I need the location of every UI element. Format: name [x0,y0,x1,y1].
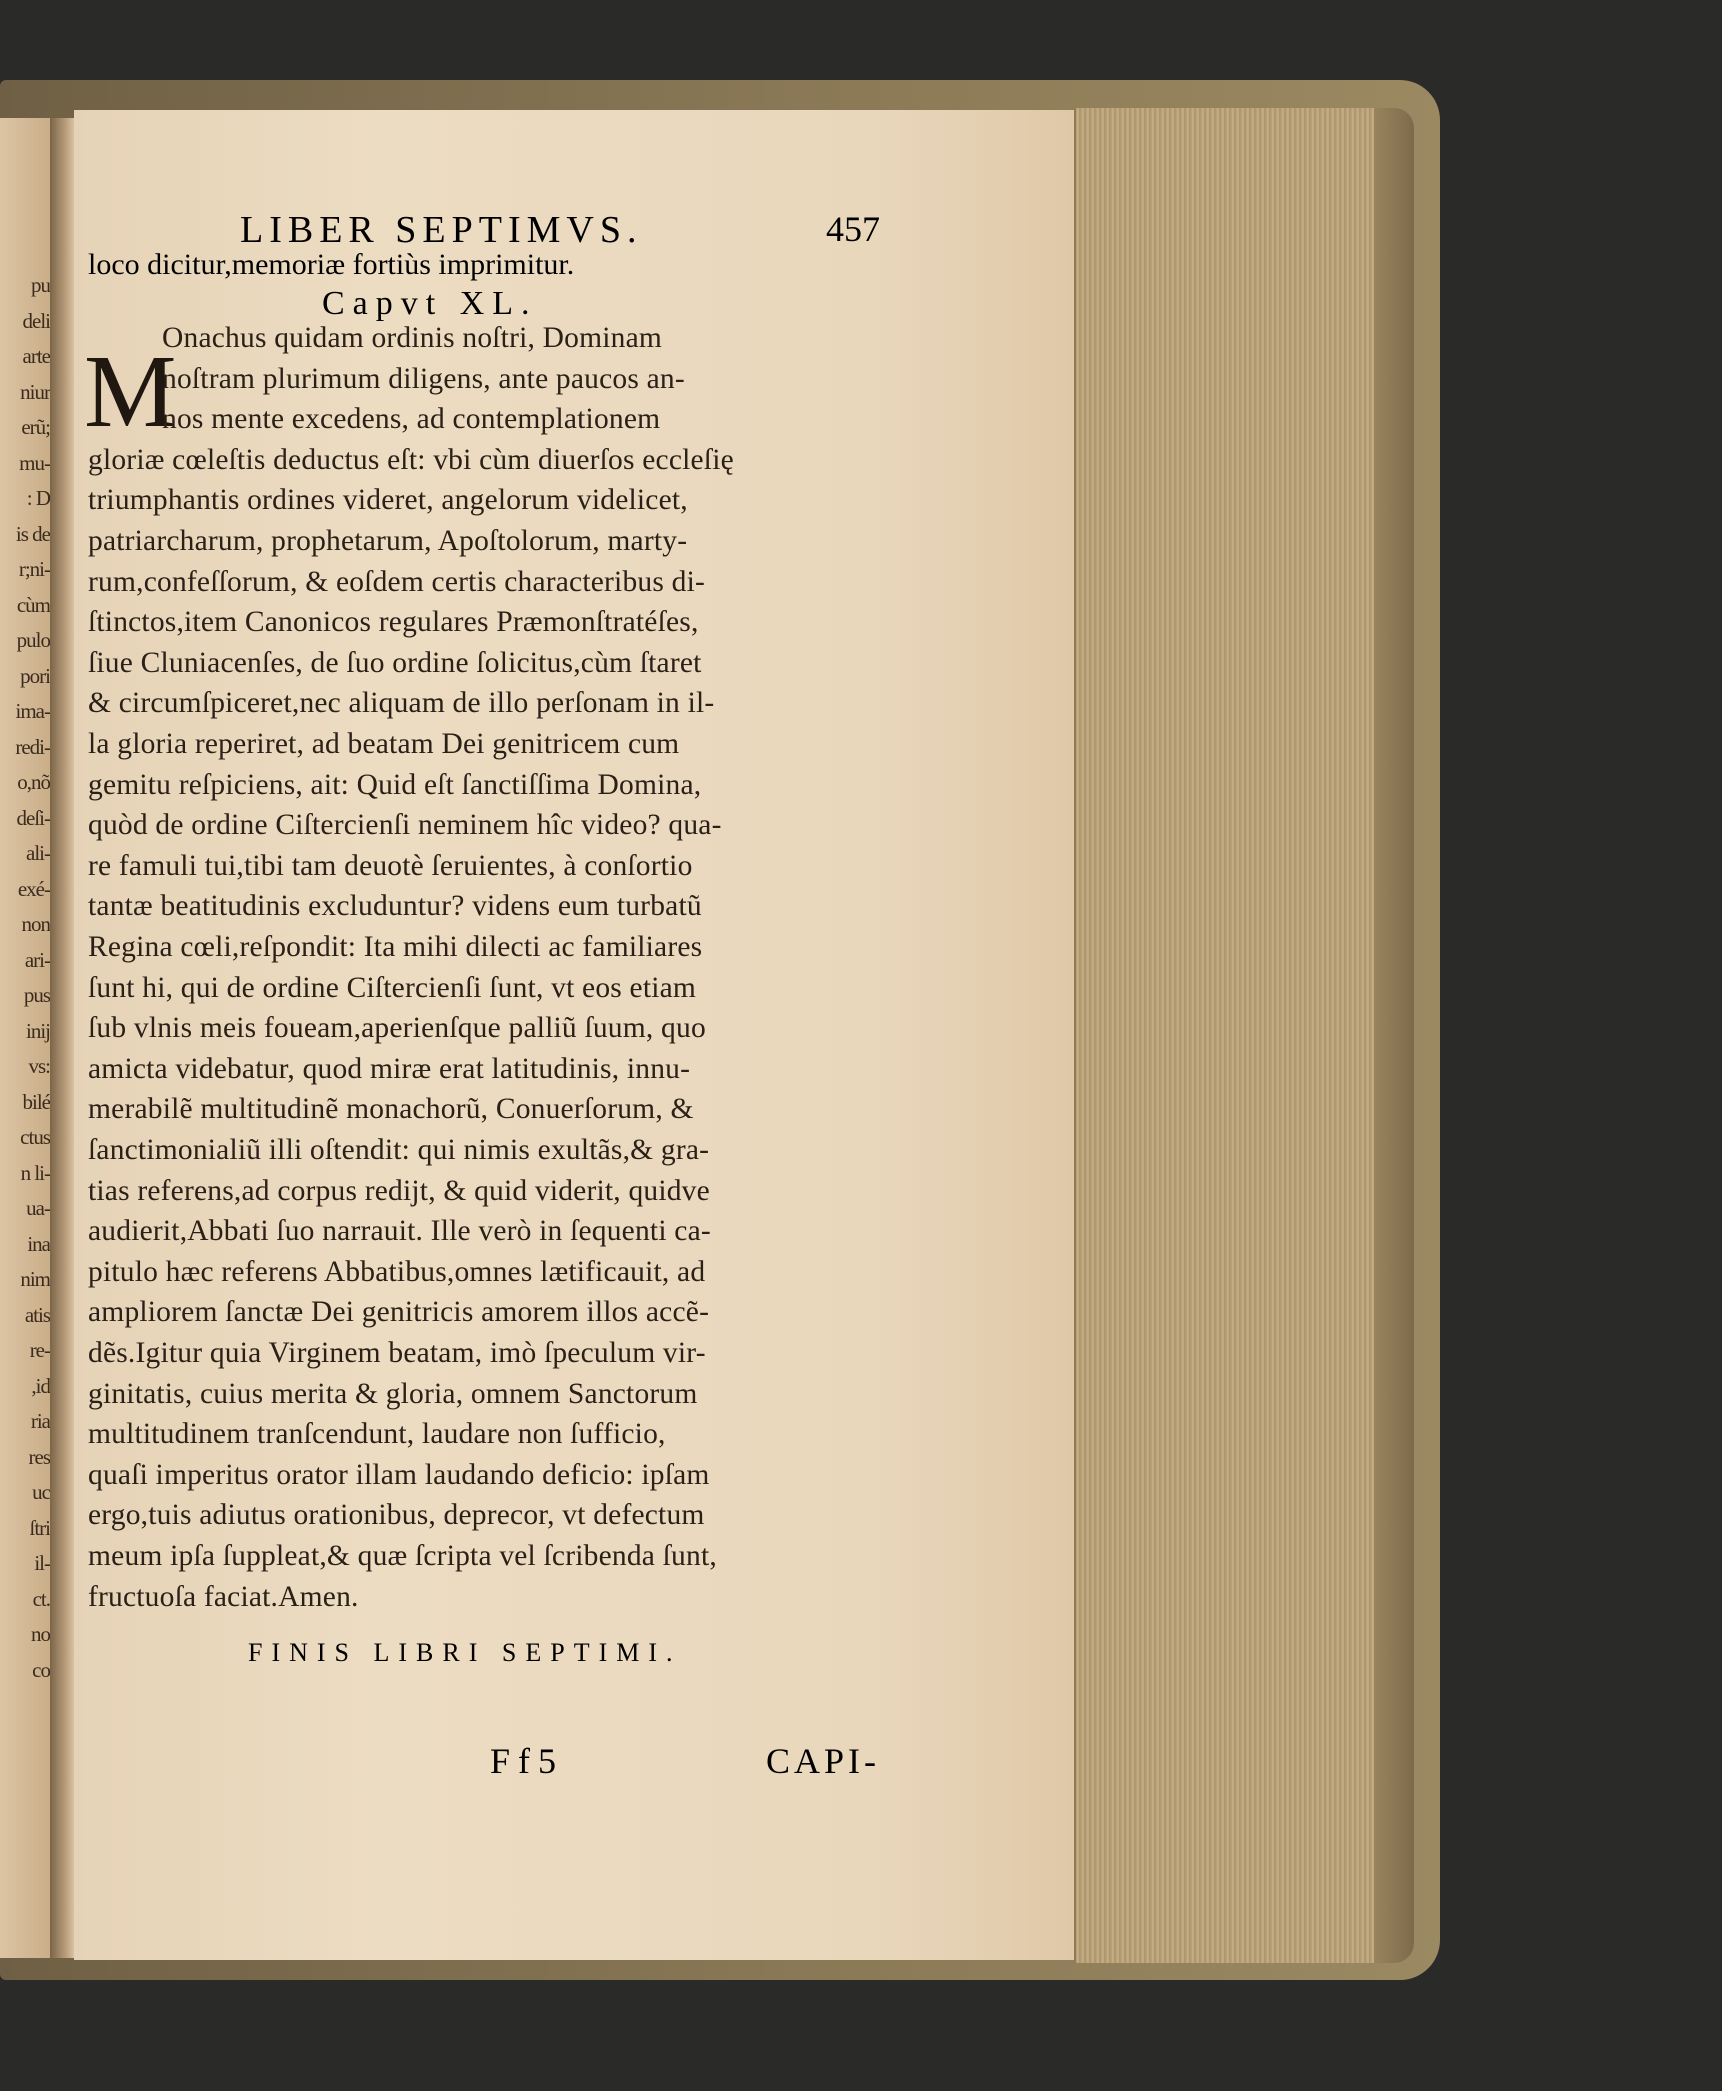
left-page-fragment: ina [27,1231,50,1256]
left-page-fragment: ria [30,1409,50,1433]
left-page-fragment: erũ; [21,415,50,439]
left-page-fragment: bilé [22,1089,50,1114]
left-page-fragment: mu- [19,450,50,475]
left-page-fragment: uc [32,1480,50,1504]
text-line: & circumſpiceret,nec aliquam de illo perſonam in il- [88,687,715,720]
text-line: merabilẽ multitudinẽ monachorũ, Conuerſorum, & [88,1093,694,1126]
text-line: tias referens,ad corpus redijt, & quid viderit, quidve [88,1174,710,1207]
left-page-fragment: : D [26,486,50,510]
left-page-fragment: no [31,1622,50,1646]
left-page-fragment: inij [25,1018,50,1043]
left-page-fragment: pu [31,273,50,297]
left-page-fragment: pori [20,663,50,688]
left-page-fragment: res [28,1444,50,1469]
chapter-heading: Capvt XL. [322,285,538,322]
text-line: gloriæ cœleſtis deductus eſt: vbi cùm diuerſos eccleſię [88,443,734,476]
text-line: audierit,Abbati ſuo narrauit. Ille verò in ſequenti ca- [88,1215,711,1248]
text-line: ſunt hi, qui de ordine Ciſtercienſi ſunt, vt eos etiam [88,971,697,1004]
book-end-colophon: FINIS LIBRI SEPTIMI. [248,1638,682,1667]
left-page-fragment: n li- [20,1160,50,1185]
text-line: multitudinem tranſcendunt, laudare non ſufficio, [88,1418,666,1451]
text-line: meum ipſa ſuppleat,& quæ ſcripta vel ſcribenda ſunt, [88,1540,717,1572]
text-line: amicta videbatur, quod miræ erat latitudinis, innu- [88,1052,691,1085]
left-page-fragment: ,id [31,1373,50,1398]
left-page-fragment: o,nõ [17,770,50,794]
left-page-text-fragments [2,268,50,1688]
text-line: gemitu reſpiciens, ait: Quid eſt ſanctiſſima Domina, [88,768,702,801]
left-page-fragment: ari- [24,947,50,972]
text-line: re famuli tui,tibi tam deuotè ſeruientes, à conſortio [88,849,693,882]
text-line: ampliorem ſanctæ Dei genitricis amorem illos accẽ- [88,1296,710,1329]
left-page-fragment: deſi- [16,805,50,830]
text-line: noſtram plurimum diligens, ante paucos an- [162,362,685,395]
text-line: nos mente excedens, ad contemplationem [162,403,661,436]
text-line: Regina cœli,reſpondit: Ita mihi dilecti ac familiares [88,931,703,963]
text-line: ſanctimonialiũ illi oſtendit: qui nimis exultãs,& gra- [88,1134,710,1166]
left-page-fragment: arte [22,344,50,368]
running-title: LIBER SEPTIMVS. [240,209,643,251]
page-number: 457 [826,209,880,249]
book-gutter [50,118,76,1958]
left-page-edge [0,118,52,1958]
cover-edge [1374,108,1414,1963]
text-line: ſub vlnis meis foueam,aperienſque palliũ ſuum, quo [88,1012,706,1045]
text-line: quòd de ordine Ciſtercienſi neminem hîc video? qua- [88,809,722,842]
left-page-fragment: cùm [16,592,50,617]
text-line: dẽs.Igitur quia Virginem beatam, imò ſpeculum vir- [88,1337,706,1369]
text-line: ergo,tuis adiutus orationibus, deprecor, vt defectum [88,1499,705,1532]
left-page-fragment: ali- [26,841,50,865]
left-page-fragment: is de [15,521,50,546]
left-page-fragment: ctus [20,1125,50,1149]
text-line: Onachus quidam ordinis noſtri, Dominam [162,322,663,354]
text-line: patriarcharum, prophetarum, Apoſtolorum, marty- [88,525,688,557]
text-line: pitulo hæc referens Abbatibus,omnes lætificauit, ad [88,1255,706,1288]
running-header [240,208,880,253]
left-page-fragment: deli [22,308,50,333]
drop-cap-initial: M [84,334,177,449]
continuation-line: loco dicitur,memoriæ fortiùs imprimitur. [88,248,575,281]
signature-mark: Ff5 [490,1741,565,1781]
left-page-fragment: redi- [15,734,50,759]
text-line: la gloria reperiret, ad beatam Dei genitricem cum [88,728,680,760]
left-page-fragment: nim [20,1267,50,1291]
text-line: ſtinctos,item Canonicos regulares Præmonſtratéſes, [88,606,699,639]
text-line: quaſi imperitus orator illam laudando deficio: ipſam [88,1458,710,1491]
left-page-fragment: re- [29,1338,50,1362]
left-page-fragment: exé- [17,876,50,901]
left-page-fragment: ua- [26,1196,50,1220]
left-page-fragment: atis [24,1302,50,1327]
left-page-fragment: r;ni- [18,557,50,581]
left-page-fragment: non [21,912,50,936]
text-line: ginitatis, cuius merita & gloria, omnem Sanctorum [88,1377,698,1410]
left-page-fragment: co [32,1657,50,1682]
left-page-fragment: pulo [16,628,50,652]
left-page-fragment: ſtri [29,1515,50,1540]
page-fore-edge [1074,108,1376,1963]
text-line: triumphantis ordines videret, angelorum videlicet, [88,484,688,517]
left-page-fragment: pus [23,983,50,1007]
left-page-fragment: ct. [32,1586,50,1611]
text-line: tantæ beatitudinis excluduntur? videns eum turbatũ [88,890,702,923]
text-line: fructuoſa faciat.Amen. [88,1580,359,1613]
left-page-fragment: ima- [15,699,50,723]
text-line: rum,confeſſorum, & eoſdem certis characteribus di- [88,565,705,598]
left-page-fragment: niur [20,379,50,404]
left-page-fragment: il- [34,1551,50,1575]
text-line: ſiue Cluniacenſes, de ſuo ordine ſolicitus,cùm ſtaret [88,646,702,679]
catchword: CAPI- [766,1741,881,1781]
left-page-fragment: vs: [28,1054,50,1078]
